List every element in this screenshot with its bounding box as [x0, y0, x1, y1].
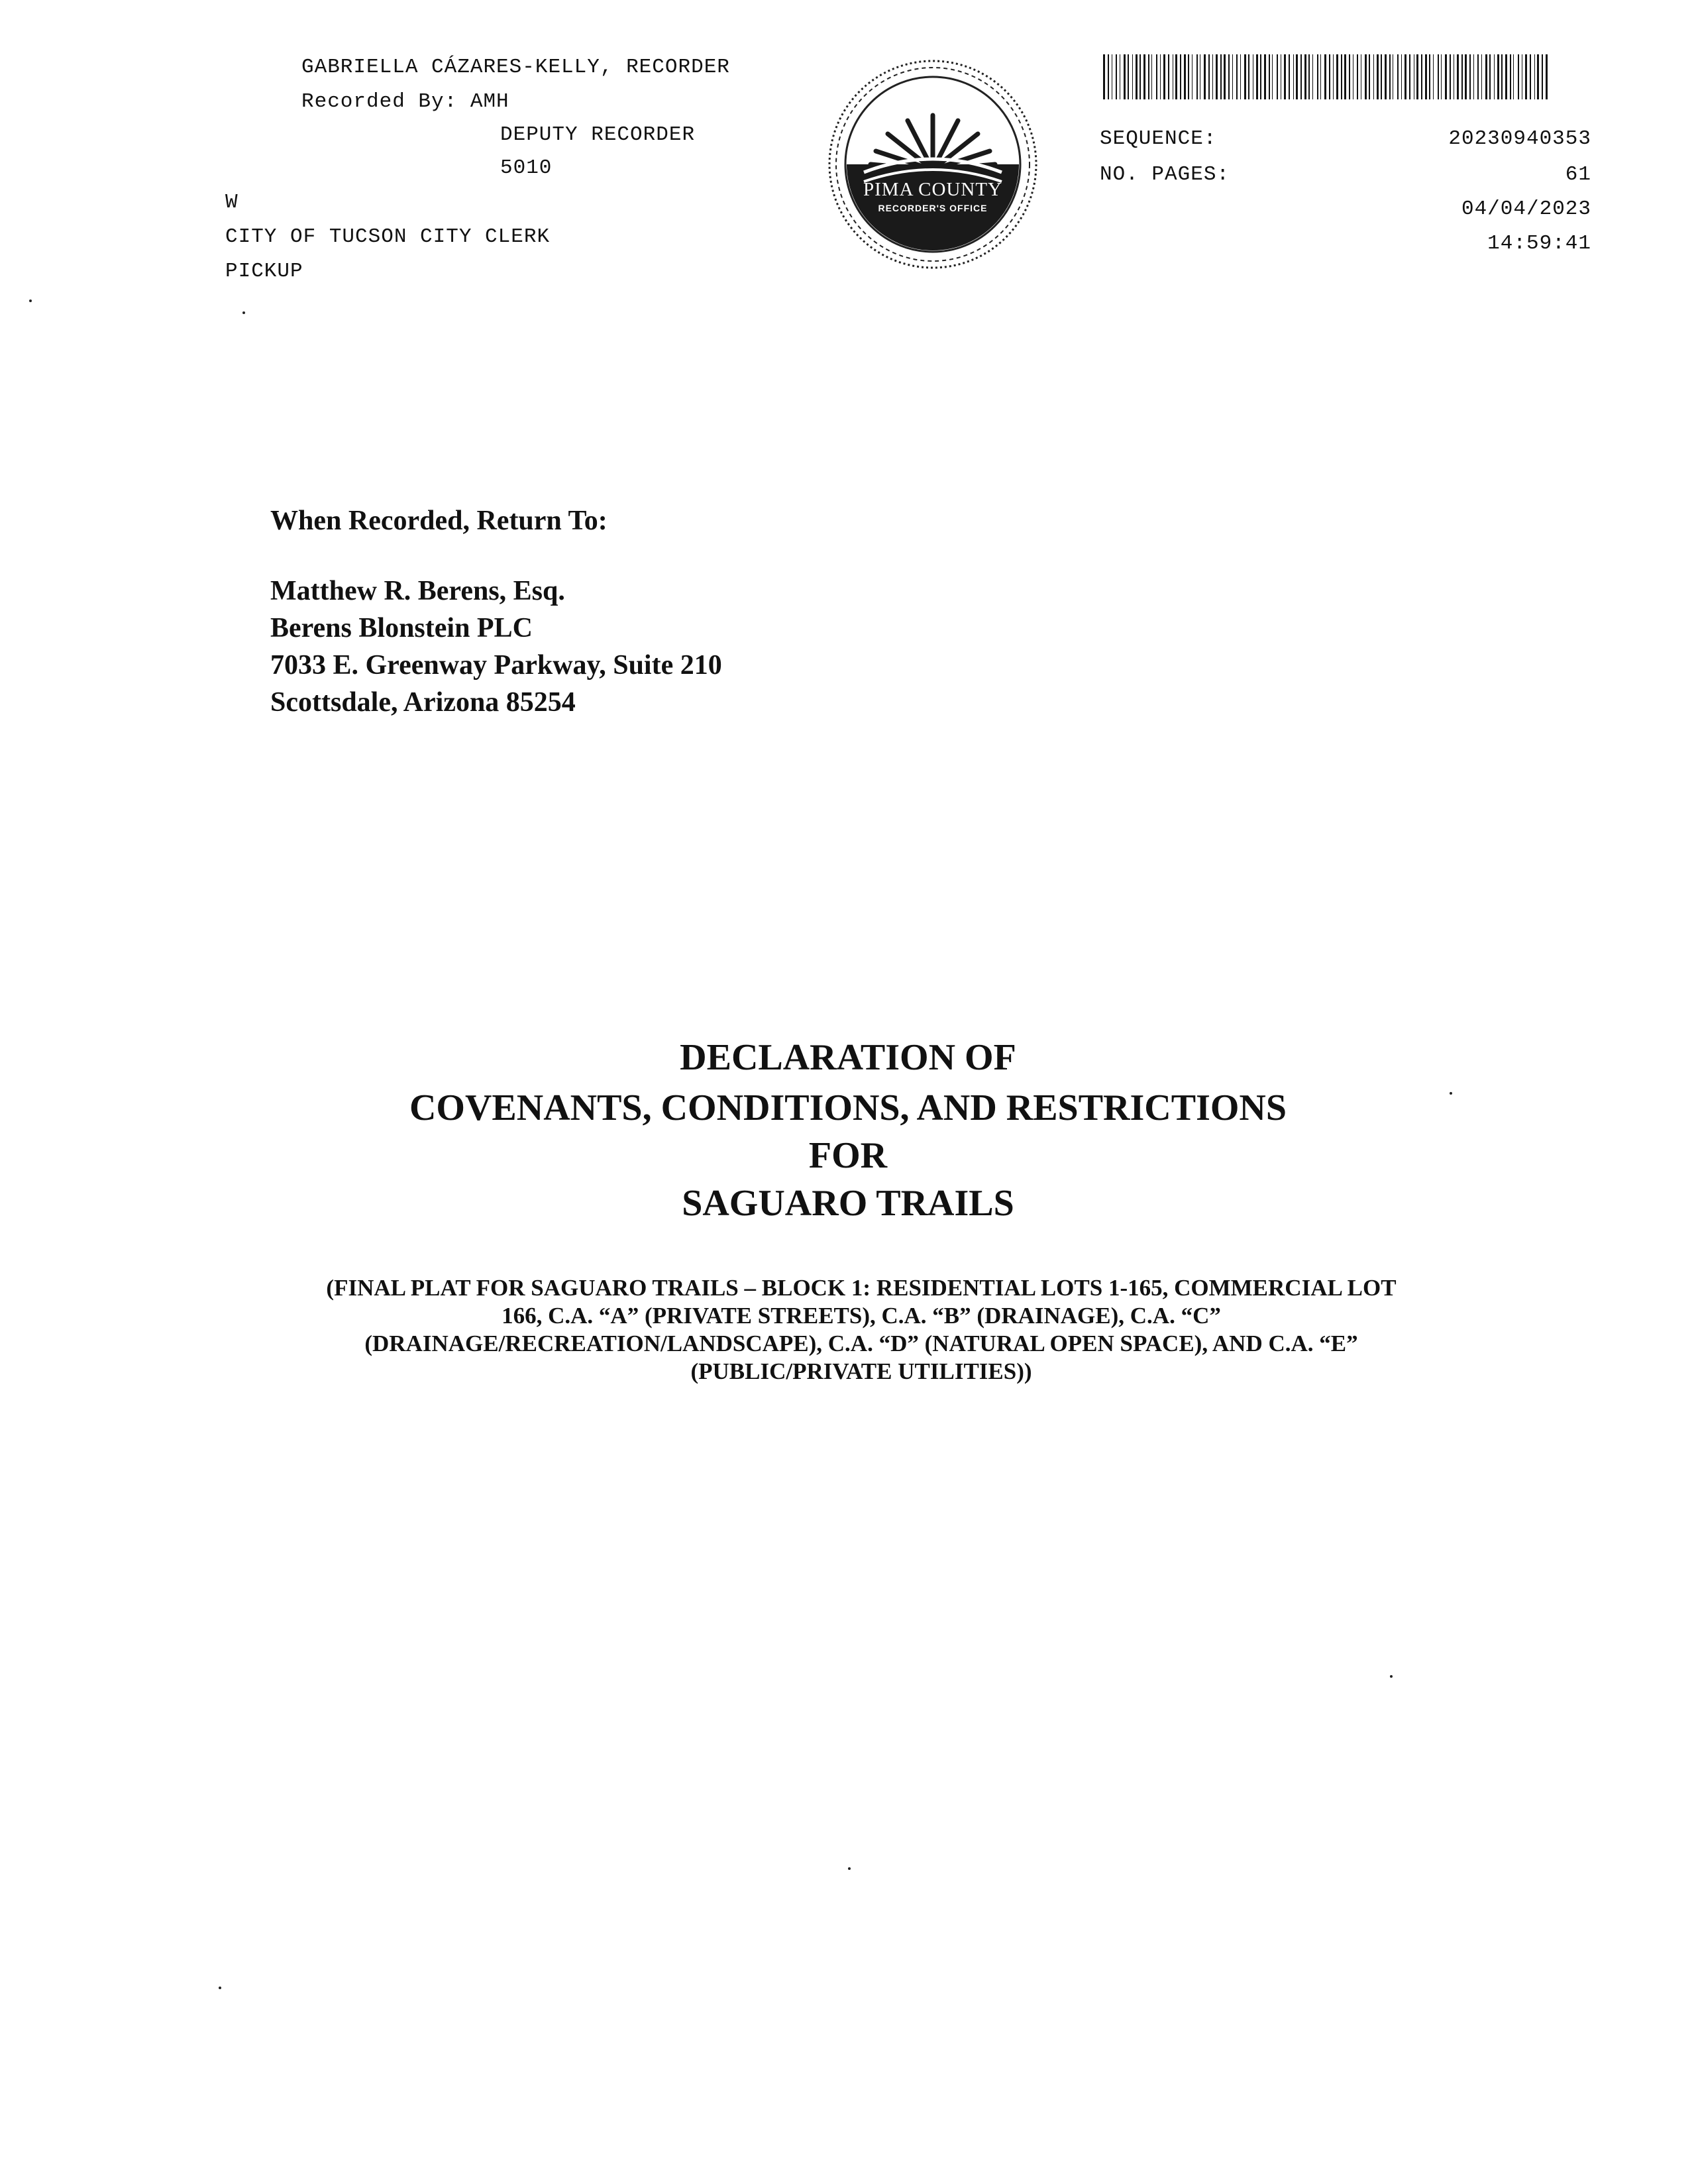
barcode-bar — [1530, 54, 1531, 99]
barcode-bar — [1377, 54, 1379, 99]
barcode-bar — [1151, 54, 1152, 99]
barcode-bar — [1365, 54, 1367, 99]
seal-office: RECORDER'S OFFICE — [878, 203, 988, 213]
barcode-bar — [1546, 54, 1548, 99]
barcode-bar — [1341, 54, 1342, 99]
barcode-bar — [1385, 54, 1387, 99]
seal-county: PIMA COUNTY — [863, 179, 1002, 200]
barcode-bar — [1421, 54, 1422, 99]
pages-label: NO. PAGES: — [1100, 163, 1230, 186]
title-line-1: DECLARATION OF — [680, 1037, 1016, 1078]
barcode-bar — [1457, 54, 1459, 99]
barcode-bar — [1232, 54, 1233, 99]
barcode-bar — [1269, 54, 1270, 99]
barcode-bar — [1477, 54, 1479, 99]
barcode-bar — [1450, 54, 1451, 99]
deputy-recorder: DEPUTY RECORDER — [500, 123, 696, 146]
barcode-bar — [1513, 54, 1514, 99]
barcode-bar — [1409, 54, 1410, 99]
barcode-bar — [1465, 54, 1467, 99]
barcode-bar — [1381, 54, 1382, 99]
barcode-bar — [1416, 54, 1418, 99]
barcode-bar — [1236, 54, 1238, 99]
return-to-street: 7033 E. Greenway Parkway, Suite 210 — [270, 650, 722, 681]
return-to-city: Scottsdale, Arizona 85254 — [270, 687, 576, 718]
barcode-bar — [1256, 54, 1258, 99]
pima-county-seal — [827, 58, 1039, 270]
pages-value: 61 — [1565, 163, 1591, 186]
recording-time: 14:59:41 — [1487, 232, 1591, 255]
barcode-bar — [1132, 54, 1133, 99]
barcode-bar — [1103, 54, 1105, 99]
scan-speck — [1390, 1675, 1393, 1678]
barcode-bar — [1216, 54, 1218, 99]
barcode-bar — [1308, 54, 1310, 99]
barcode-bar — [1175, 54, 1177, 99]
barcode-bar — [1357, 54, 1358, 99]
barcode-bar — [1389, 54, 1391, 99]
barcode-bar — [1163, 54, 1165, 99]
barcode-bar — [1188, 54, 1189, 99]
barcode-bar — [1344, 54, 1346, 99]
barcode-bar — [1542, 54, 1543, 99]
barcode-bar — [1208, 54, 1210, 99]
barcode-bar — [1168, 54, 1169, 99]
title-line-4: SAGUARO TRAILS — [682, 1183, 1014, 1224]
barcode-bar — [1204, 54, 1206, 99]
barcode-bar — [1473, 54, 1474, 99]
subtitle-line-4: (PUBLIC/PRIVATE UTILITIES)) — [690, 1358, 1032, 1384]
barcode-bar — [1537, 54, 1539, 99]
barcode-bar — [1425, 54, 1427, 99]
barcode-bar — [1397, 54, 1399, 99]
barcode-bar — [1320, 54, 1321, 99]
barcode-bar — [1369, 54, 1370, 99]
barcode-bar — [1180, 54, 1181, 99]
recorder-name: GABRIELLA CÁZARES-KELLY, RECORDER — [301, 56, 730, 79]
barcode-bar — [1304, 54, 1306, 99]
barcode-bar — [1277, 54, 1278, 99]
barcode-bar — [1401, 54, 1402, 99]
recorded-by: Recorded By: AMH — [301, 90, 509, 113]
barcode-bar — [1433, 54, 1434, 99]
barcode-bar — [1116, 54, 1117, 99]
scan-speck — [242, 311, 245, 314]
barcode-bar — [1184, 54, 1186, 99]
barcode-bar — [1518, 54, 1519, 99]
barcode-bar — [1289, 54, 1290, 99]
barcode-bar — [1329, 54, 1330, 99]
subtitle-line-3: (DRAINAGE/RECREATION/LANDSCAPE), C.A. “D” (NATURAL OPEN SPACE), AND C.A. “E” — [364, 1331, 1358, 1356]
barcode-bar — [1510, 54, 1511, 99]
barcode-bar — [1333, 54, 1334, 99]
barcode-bar — [1429, 54, 1430, 99]
barcode-bar — [1136, 54, 1138, 99]
recording-date: 04/04/2023 — [1461, 197, 1591, 221]
barcode-bar — [1108, 54, 1109, 99]
barcode-bar — [1156, 54, 1157, 99]
barcode-bar — [1128, 54, 1129, 99]
title-line-3: FOR — [808, 1135, 888, 1176]
barcode-bar — [1248, 54, 1249, 99]
barcode-bar — [1349, 54, 1350, 99]
barcode-bar — [1124, 54, 1126, 99]
barcode-bar — [1293, 54, 1294, 99]
barcode-bar — [1244, 54, 1246, 99]
scan-speck — [219, 1987, 221, 1989]
barcode-bar — [1501, 54, 1503, 99]
barcode-bar — [1220, 54, 1222, 99]
scan-speck — [848, 1867, 851, 1870]
barcode-bar — [1196, 54, 1198, 99]
barcode-bar — [1317, 54, 1318, 99]
barcode-bar — [1224, 54, 1226, 99]
barcode-bar — [1272, 54, 1273, 99]
barcode-bar — [1284, 54, 1286, 99]
barcode-bar — [1461, 54, 1463, 99]
barcode-bar — [1481, 54, 1482, 99]
scan-speck — [29, 300, 32, 302]
barcode-bar — [1494, 54, 1495, 99]
scan-speck — [1450, 1092, 1452, 1095]
barcode-bar — [1300, 54, 1302, 99]
seal-graphic — [827, 58, 1039, 270]
title-line-2: COVENANTS, CONDITIONS, AND RESTRICTIONS — [409, 1087, 1287, 1128]
barcode-bar — [1212, 54, 1213, 99]
barcode-bar — [1445, 54, 1447, 99]
pickup: PICKUP — [225, 260, 303, 283]
subtitle-line-2: 166, C.A. “A” (PRIVATE STREETS), C.A. “B” (DRAINAGE), C.A. “C” — [502, 1303, 1221, 1329]
barcode-bar — [1143, 54, 1145, 99]
barcode-bar — [1324, 54, 1326, 99]
barcode-bar — [1534, 54, 1535, 99]
barcode-bar — [1438, 54, 1439, 99]
barcode-bar — [1373, 54, 1374, 99]
barcode-bar — [1148, 54, 1149, 99]
barcode — [1103, 54, 1550, 99]
return-to-heading: When Recorded, Return To: — [270, 506, 608, 536]
barcode-bar — [1260, 54, 1261, 99]
return-to-firm: Berens Blonstein PLC — [270, 613, 533, 643]
barcode-bar — [1160, 54, 1161, 99]
deputy-code: 5010 — [500, 156, 553, 180]
barcode-bar — [1469, 54, 1471, 99]
barcode-bar — [1228, 54, 1230, 99]
barcode-bar — [1525, 54, 1527, 99]
w-marker: W — [225, 191, 238, 214]
barcode-graphic — [1103, 54, 1550, 99]
barcode-bar — [1336, 54, 1338, 99]
barcode-bar — [1312, 54, 1313, 99]
barcode-bar — [1441, 54, 1442, 99]
barcode-bar — [1485, 54, 1487, 99]
sequence-label: SEQUENCE: — [1100, 127, 1217, 150]
barcode-bar — [1497, 54, 1499, 99]
barcode-bar — [1296, 54, 1298, 99]
barcode-bar — [1505, 54, 1507, 99]
barcode-bar — [1404, 54, 1406, 99]
sequence-value: 20230940353 — [1448, 127, 1591, 150]
return-to-name: Matthew R. Berens, Esq. — [270, 576, 565, 606]
barcode-bar — [1140, 54, 1141, 99]
requester: CITY OF TUCSON CITY CLERK — [225, 225, 551, 248]
barcode-bar — [1240, 54, 1241, 99]
barcode-bar — [1264, 54, 1266, 99]
barcode-bar — [1489, 54, 1491, 99]
subtitle-line-1: (FINAL PLAT FOR SAGUARO TRAILS – BLOCK 1: RESIDENTIAL LOTS 1-165, COMMERCIAL LOT — [326, 1275, 1397, 1301]
